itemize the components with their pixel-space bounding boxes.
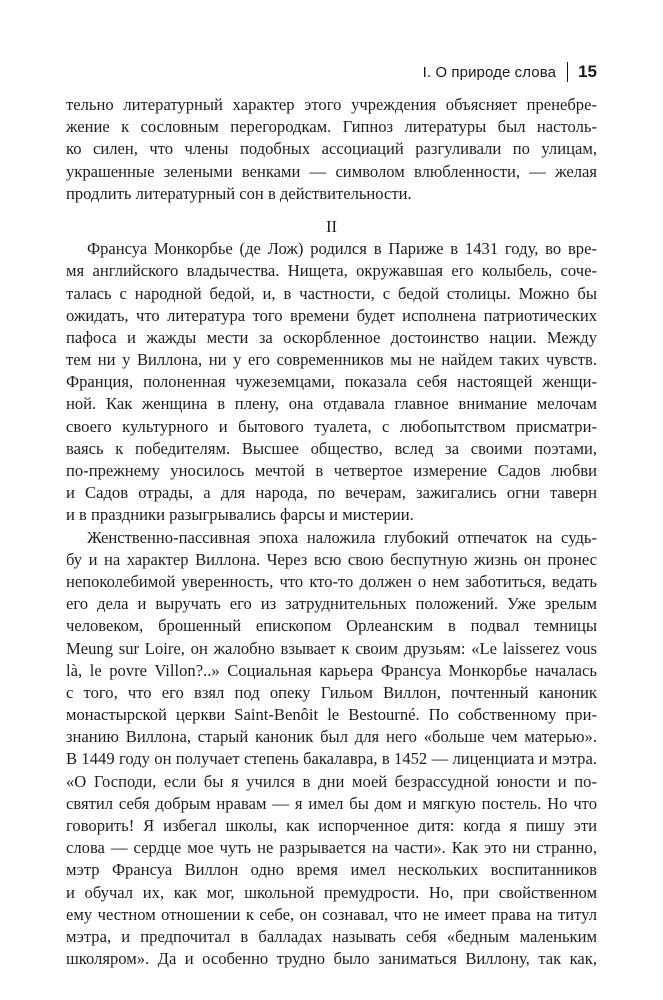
running-header xyxy=(423,60,597,84)
text-line: продлить литературный сон в действительности. xyxy=(66,183,412,203)
text-line: мя английского владычества. Нищета, окружавшая его колыбель, соче- xyxy=(66,261,597,281)
text-line: с того, что его взял под опеку Гильом Виллон, почтенный каноник xyxy=(66,682,597,702)
text-line: ной. Как женщина в плену, она отдавала главное внимание мелочам xyxy=(66,394,597,414)
text-line: знанию Виллона, старый каноник был для него «больше чем матерью». xyxy=(66,727,597,747)
text-line: и в праздники разыгрывались фарсы и мистерии. xyxy=(66,505,414,525)
paragraph-2 xyxy=(66,238,597,526)
text-line: пафоса и жажды мести за оскорбленное достоинство нации. Между xyxy=(66,327,597,347)
text-line: ему честном отношении к себе, он сознавал, что не имеет права на титул xyxy=(66,904,597,924)
text-line: школяром». Да и особенно трудно было заниматься Виллону, так как, xyxy=(66,949,597,969)
text-line: и обучал их, как мог, школьной премудрости. Но, при свойственном xyxy=(66,882,597,902)
section-heading: II xyxy=(325,216,338,236)
text-line: человеком, брошенный епископом Орлеанским в подвал темницы xyxy=(66,616,597,636)
text-line: «О Господи, если бы я учился в дни моей безрассудной юности и по- xyxy=(66,771,597,791)
text-line: тельно литературный характер этого учреждения объясняет пренебре- xyxy=(66,95,597,114)
text-line: В 1449 году он получает степень бакалавра, в 1452 — лиценциата и мэтра. xyxy=(66,749,597,769)
page-body xyxy=(66,94,597,970)
text-line: мэтра, и предпочитал в балладах называть себя «бедным маленьким xyxy=(66,926,597,946)
text-line: тем ни у Виллона, ни у его современников мы не найдем таких чувств. xyxy=(66,350,597,370)
text-line: жение к сословным перегородкам. Гипноз литературы был настоль- xyxy=(66,117,597,137)
text-line: и Садов отрады, а для народа, по вечерам, зажигались огни таверн xyxy=(66,483,597,503)
text-line: святил себя добрым нравам — я имел бы дом и мягкую постель. Но что xyxy=(66,793,597,813)
text-line: своего культурного и бытового туалета, с любопытством присматри- xyxy=(66,416,597,436)
page-number: 15 xyxy=(578,62,597,81)
text-line: слова — сердце мое чуть не разрывается на части». Как это ни странно, xyxy=(66,838,597,858)
text-line: Франсуа Монкорбье (де Лож) родился в Париже в 1431 году, во вре- xyxy=(87,239,597,259)
text-line: Meung sur Loire, он жалобно взывает к своим друзьям: «Le laisserez vous xyxy=(66,638,597,658)
text-line: талась с народной бедой, и, в частности, с бедой столицы. Можно бы xyxy=(66,283,597,303)
text-line: là, le povre Villon?..» Социальная карьера Франсуа Монкорбье началась xyxy=(66,660,597,680)
chapter-title: I. О природе слова xyxy=(422,63,557,81)
text-line: непоколебимой уверенность, что кто-то должен о нем заботиться, ведать xyxy=(66,571,597,591)
text-line: монастырской церкви Saint-Benôit le Bestourné. По собственному при- xyxy=(66,705,597,725)
text-line: говорить! Я избегал школы, как испорченное дитя: когда я пишу эти xyxy=(66,816,597,835)
text-line: Франция, полоненная чужеземцами, показала себя настоящей женщи- xyxy=(66,372,597,392)
text-line: его дела и выручать его из затруднительных положений. Уже зрелым xyxy=(66,594,597,614)
text-line: украшенные зелеными венками — символом влюбленности, — желая xyxy=(66,161,597,181)
text-line: Женственно-пассивная эпоха наложила глубокий отпечаток на судь- xyxy=(87,527,597,547)
text-line: ко силен, что члены подобных ассоциаций разгуливали по улицам, xyxy=(66,139,597,159)
header-divider xyxy=(567,62,568,82)
text-line: ожидать, что литература того времени будет исполнена патриотических xyxy=(66,305,597,325)
text-line: ваясь к победителям. Высшее общество, вслед за своими поэтами, xyxy=(66,438,597,458)
text-line: бу и на характер Виллона. Через всю свою беспутную жизнь он пронес xyxy=(66,549,597,569)
text-line: по-прежнему уносилось мечтой в четвертое измерение Садов любви xyxy=(66,461,597,480)
paragraph-1 xyxy=(66,94,597,205)
paragraph-3 xyxy=(66,527,597,971)
text-line: мэтр Франсуа Виллон одно время имел нескольких воспитанников xyxy=(66,860,597,880)
